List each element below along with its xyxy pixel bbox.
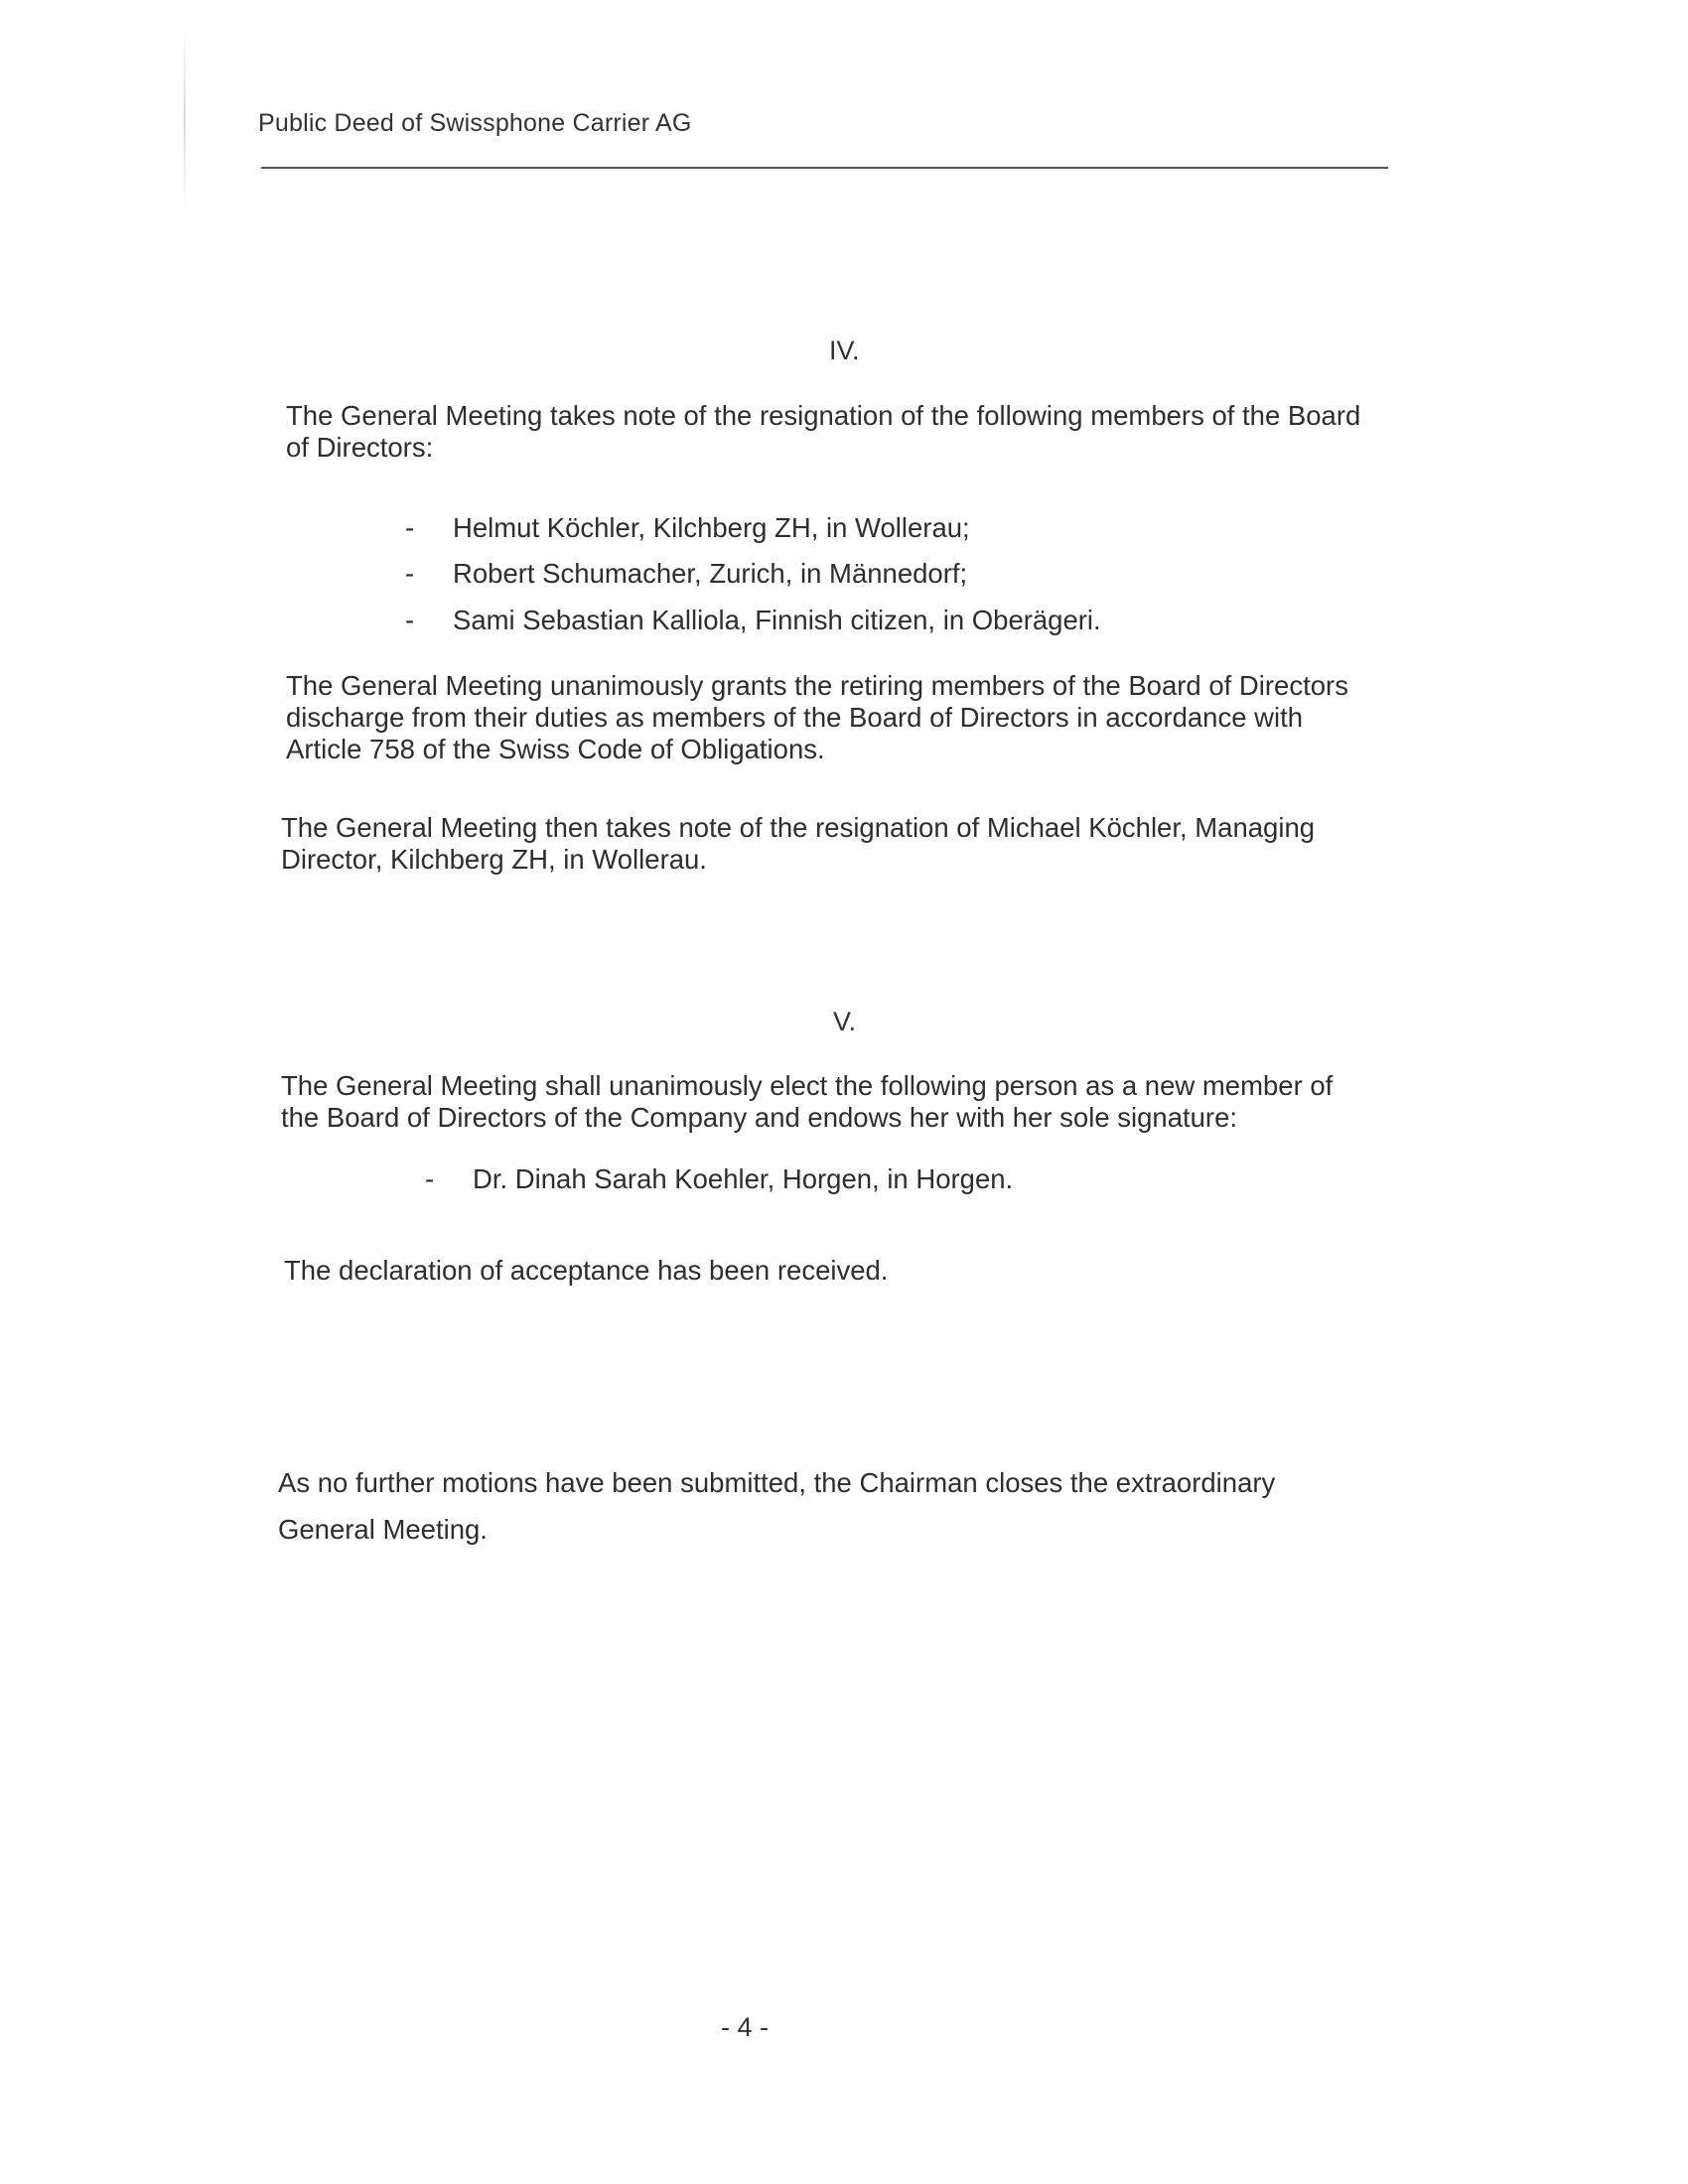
resigned-member: Robert Schumacher, Zurich, in Männedorf; <box>453 558 968 589</box>
paragraph-line: As no further motions have been submitted, the Chairman closes the extraordinary <box>278 1467 1276 1498</box>
paragraph-line: discharge from their duties as members of the Board of Directors in accordance with <box>286 702 1304 733</box>
paragraph-line: The General Meeting shall unanimously elect the following person as a new member of <box>281 1070 1334 1101</box>
closing-paragraph <box>278 1459 1275 1553</box>
new-member: Dr. Dinah Sarah Koehler, Horgen, in Horgen. <box>473 1163 1014 1194</box>
paragraph-line: Article 758 of the Swiss Code of Obligations. <box>286 734 825 764</box>
paragraph-line: The General Meeting then takes note of the resignation of Michael Köchler, Managing <box>281 812 1316 843</box>
section-v-intro <box>281 1070 1333 1134</box>
list-dash: - <box>405 558 415 589</box>
paragraph-line: General Meeting. <box>278 1514 488 1545</box>
list-dash: - <box>405 512 415 543</box>
list-item <box>405 558 1299 590</box>
paragraph-line: The General Meeting unanimously grants the retiring members of the Board of Directors <box>286 670 1348 701</box>
section-iv-intro <box>286 400 1360 464</box>
list-dash: - <box>405 605 415 635</box>
section-v-number: V. <box>833 1007 857 1036</box>
page-number: - 4 - <box>720 2012 769 2042</box>
section-iv-number: IV. <box>829 336 860 365</box>
list-item <box>405 512 1299 544</box>
paragraph-line: of Directors: <box>286 432 434 463</box>
list-item <box>405 605 1299 636</box>
resigned-member: Helmut Köchler, Kilchberg ZH, in Wollerau; <box>453 512 970 543</box>
resigned-member: Sami Sebastian Kalliola, Finnish citizen, in Oberägeri. <box>453 605 1101 635</box>
scan-margin-mark <box>184 30 186 208</box>
paragraph-line: Director, Kilchberg ZH, in Wollerau. <box>281 844 707 875</box>
paragraph-line: The General Meeting takes note of the resignation of the following members of the Board <box>286 400 1361 431</box>
paragraph-line: The declaration of acceptance has been received. <box>284 1255 889 1286</box>
section-iv-managing-director <box>281 812 1315 876</box>
header-rule <box>261 167 1388 169</box>
section-iv-discharge <box>286 670 1348 765</box>
section-v-acceptance <box>284 1255 888 1287</box>
paragraph-line: the Board of Directors of the Company and endows her with her sole signature: <box>281 1102 1238 1133</box>
list-item <box>425 1163 1319 1195</box>
list-dash: - <box>425 1163 435 1194</box>
document-header: Public Deed of Swissphone Carrier AG <box>258 109 692 137</box>
